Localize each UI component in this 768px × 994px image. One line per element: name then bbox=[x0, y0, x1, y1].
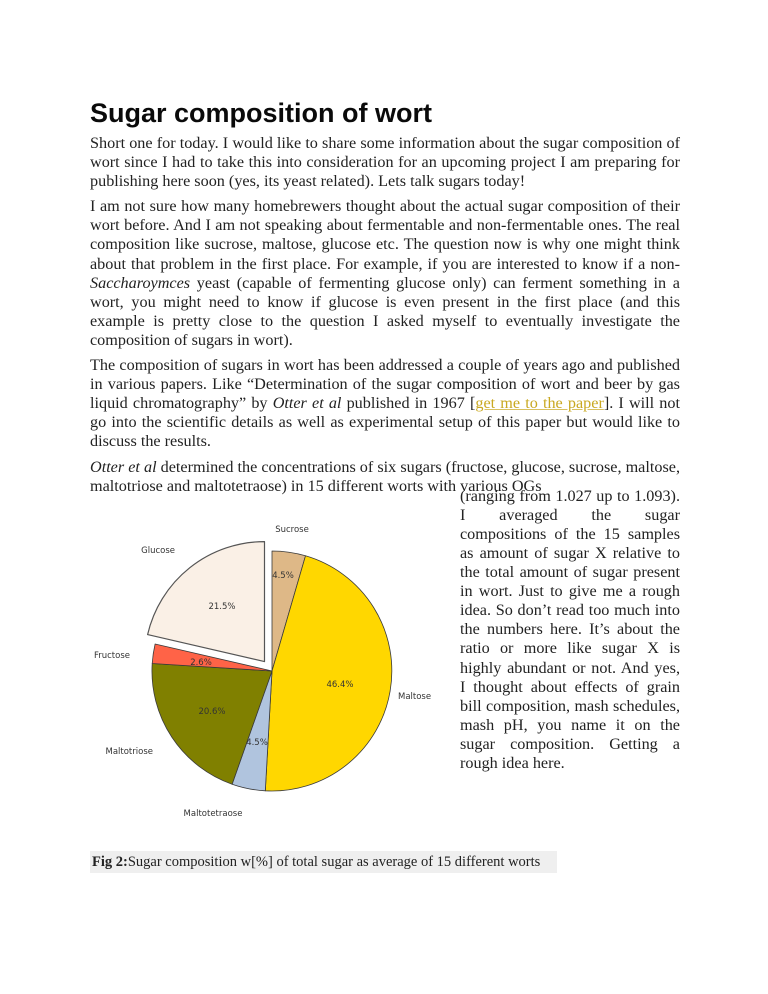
pct-maltose: 46.4% bbox=[326, 680, 354, 690]
label-maltotetraose: Maltotetraose bbox=[183, 809, 243, 819]
pct-fructose: 2.6% bbox=[190, 658, 212, 668]
paragraph-text: determined the concentrations of six sugars (fructose, glucose, sucrose, maltose, maltotriose and maltotetraose) in 15 different worts with various OGs bbox=[90, 457, 680, 495]
paragraph-text: ]. I will not go into the scientific details as well as experimental setup of this paper but would like to discuss the results. bbox=[90, 394, 680, 451]
paper-link[interactable]: get me to the paper bbox=[475, 394, 604, 413]
page-title: Sugar composition of wort bbox=[90, 98, 432, 128]
pie-slice-glucose bbox=[148, 542, 265, 662]
pct-maltotriose: 20.6% bbox=[198, 707, 226, 717]
author-citation: Otter et al bbox=[90, 457, 157, 476]
pct-glucose: 21.5% bbox=[208, 602, 236, 612]
author-citation: Otter et al bbox=[272, 394, 342, 413]
label-maltose: Maltose bbox=[398, 692, 432, 702]
figure-side-text: (ranging from 1.027 up to 1.093). I averaged the sugar compositions of the 15 samples as amount of sugar X relative to the total amount of sugar present in wort. Just to give me a rough idea. So don’t read too much into the numbers here. It’s about the ratio or more like sugar X is highly abundant or not. And yes, I thought about effects of grain bill composition, mash schedules, mash pH, you name it on the sugar composition. Getting a rough idea here. bbox=[460, 486, 680, 772]
pct-sucrose: 4.5% bbox=[272, 571, 294, 581]
paragraph-text: The composition of sugars in wort has been addressed a couple of years ago and published in various papers. Like “Determination of the sugar composition of wort and beer by gas liquid chromatography” by bbox=[90, 356, 680, 413]
paragraph-text: I am not sure how many homebrewers thought about the actual sugar composition of their wort before. And I am not speaking about fermentable and non-fermentable ones. The real composition like sucrose, maltose, glucose etc. The question now is why one might think about that problem in the first place. For example, if you are interested to know if a non- bbox=[90, 197, 680, 273]
paragraph-text: published in 1967 [ bbox=[341, 394, 476, 413]
figure-caption bbox=[90, 851, 557, 873]
caption-text: Sugar composition w[%] of total sugar as average of 15 different worts bbox=[127, 854, 541, 870]
species-name: Saccharoymces bbox=[90, 273, 191, 292]
paragraph-text: yeast (capable of fermenting glucose only) can ferment something in a wort, you might need to know if glucose is even present in the first place (and this example is pretty close to the question I asked myself to eventually investigate the composition of sugars in wort). bbox=[90, 273, 680, 349]
pct-maltotetraose: 4.5% bbox=[246, 738, 268, 748]
label-glucose: Glucose bbox=[141, 546, 175, 556]
label-fructose: Fructose bbox=[93, 651, 130, 661]
figure-label: Fig 2: bbox=[92, 854, 128, 870]
label-maltotriose: Maltotriose bbox=[105, 747, 153, 757]
label-sucrose: Sucrose bbox=[275, 525, 309, 535]
paragraph-text: Short one for today. I would like to share some information about the sugar composition of wort since I had to take this into consideration for an upcoming project I am preparing for publishing here soon (yes, its yeast related). Lets talk sugars today! bbox=[90, 134, 680, 191]
